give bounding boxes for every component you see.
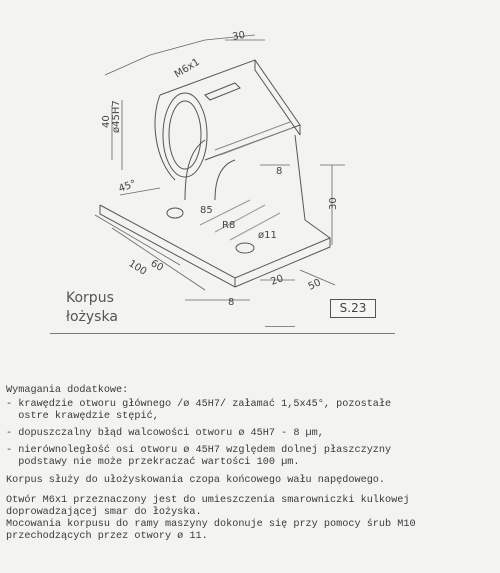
lubrication-boss — [205, 83, 240, 100]
requirement-3-line1: - nierównoległość osi otworu ø 45H7 względem dolnej płaszczyzny — [6, 445, 392, 456]
divider-line — [50, 333, 395, 334]
dim-11: ø11 — [258, 230, 277, 241]
support-left-edge — [185, 140, 205, 200]
description-paragraph-2-line4: przechodzących przez otwory ø 11. — [6, 531, 208, 542]
dim-85: 85 — [200, 205, 213, 216]
dim-30-top: 30 — [231, 29, 247, 43]
small-divider — [265, 326, 295, 327]
dim-40: 40 — [101, 115, 112, 128]
thread-label: M6x1 — [172, 56, 202, 81]
requirement-1-line2: ostre krawędzie stępić, — [6, 411, 159, 422]
support-right-edge — [295, 135, 305, 220]
hole-dim-label: ø45H7 — [111, 100, 122, 133]
requirement-3-line2: podstawy nie może przekraczać wartości 100 µm. — [6, 457, 300, 468]
requirement-1-line1: - krawędzie otworu głównego /ø 45H7/ załamać 1,5x45°, pozostałe — [6, 399, 392, 410]
dim-r8: R8 — [222, 220, 236, 231]
drawing-caption-line1: Korpus — [66, 290, 114, 306]
dim-8-right: 8 — [276, 166, 283, 177]
description-paragraph-2-line2: doprowadzającej smar do łożyska. — [6, 507, 202, 518]
dim-45: 45° — [117, 178, 138, 195]
dim-20: 20 — [269, 273, 285, 288]
base-hole-front — [236, 243, 254, 253]
dim-8-bottom: 8 — [228, 297, 235, 308]
sheet-label: S.23 — [330, 299, 376, 318]
dim-60: 60 — [148, 258, 166, 274]
text-body — [6, 385, 496, 543]
drawing-caption-line2: łożyska — [66, 309, 118, 325]
description-paragraph-1: Korpus służy do ułożyskowania czopa końcowego wału napędowego. — [6, 475, 386, 486]
dim-100: 100 — [126, 258, 149, 278]
main-bore — [163, 93, 207, 177]
dim-50: 50 — [306, 277, 323, 293]
requirements-heading: Wymagania dodatkowe: — [6, 385, 129, 396]
dim-30-right: 30 — [328, 197, 339, 210]
requirement-2: - dopuszczalny błąd walcowości otworu ø 45H7 - 8 µm, — [6, 428, 324, 439]
base-hole-rear — [167, 208, 183, 218]
description-paragraph-2-line1: Otwór M6x1 przeznaczony jest do umieszczenia smarowniczki kulkowej — [6, 495, 410, 506]
description-paragraph-2-line3: Mocowania korpusu do ramy maszyny dokonuje się przy pomocy śrub M10 — [6, 519, 416, 530]
